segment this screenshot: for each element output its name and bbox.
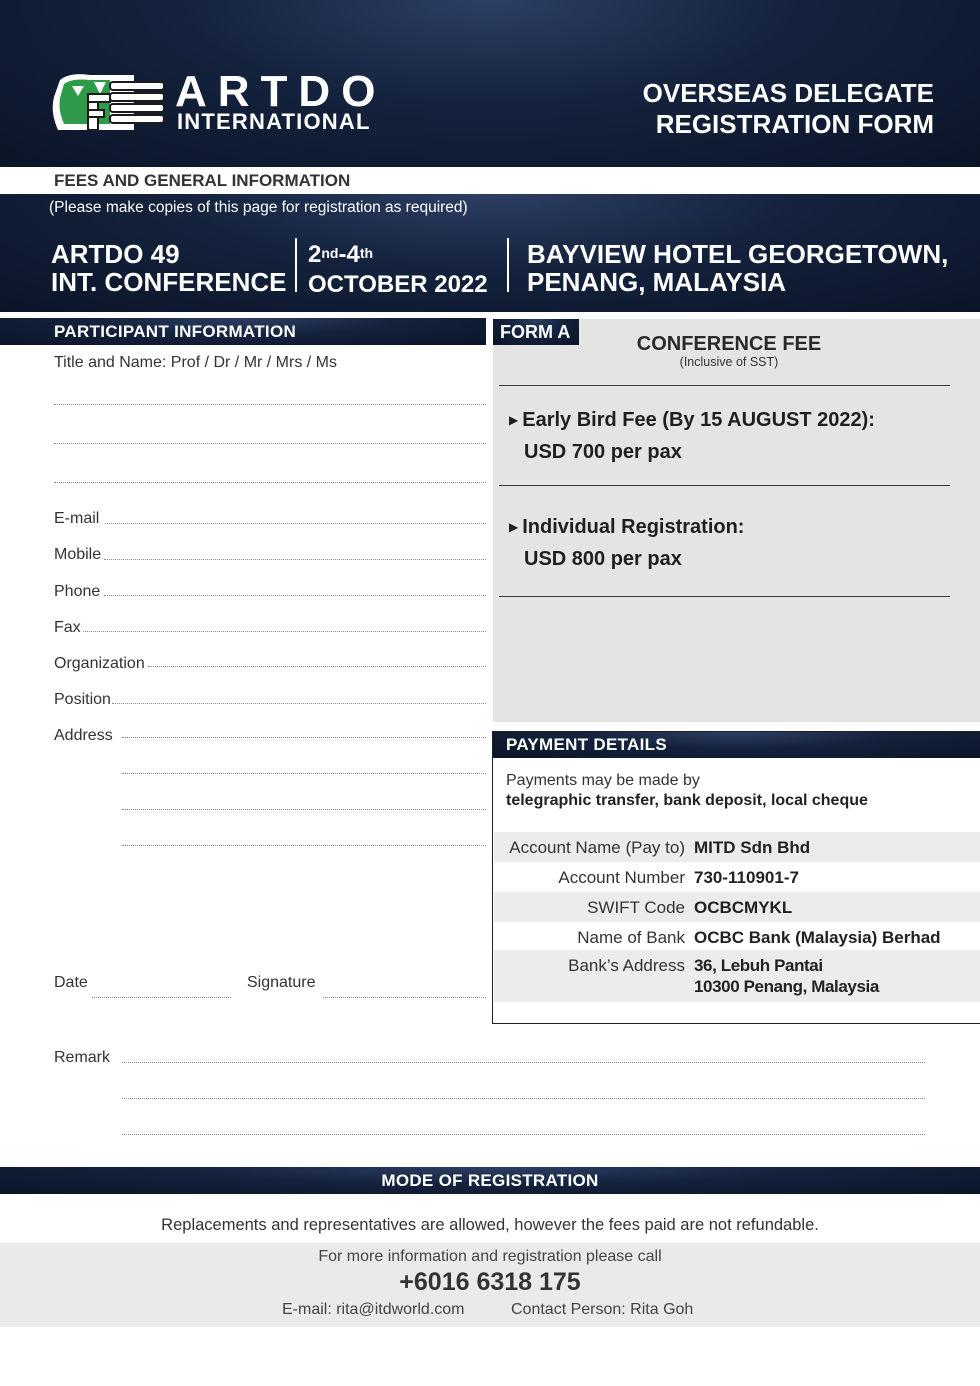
date-end: -4 — [338, 241, 360, 268]
footer-contact-person: Contact Person: Rita Goh — [511, 1301, 694, 1318]
address-field-line-1[interactable] — [122, 737, 486, 738]
name-field-line-1[interactable] — [54, 404, 486, 405]
signature-label: Signature — [247, 974, 316, 991]
early-bird-label: Early Bird Fee (By 15 AUGUST 2022): — [522, 409, 875, 431]
address-field-line-2[interactable] — [122, 773, 486, 774]
participant-section-header — [0, 318, 486, 345]
individual-fee — [509, 512, 744, 574]
footer-phone-number[interactable]: +6016 6318 175 — [399, 1268, 581, 1296]
swift-label: SWIFT Code — [587, 898, 685, 917]
phone-field[interactable] — [104, 595, 486, 596]
remark-label: Remark — [54, 1049, 111, 1066]
header-banner — [0, 0, 980, 167]
mobile-label: Mobile — [54, 546, 102, 563]
event-month: OCTOBER 2022 — [308, 271, 488, 298]
form-a-tag — [493, 319, 579, 345]
logo-subtitle: INTERNATIONAL — [177, 109, 371, 134]
mode-heading: MODE OF REGISTRATION — [381, 1171, 599, 1190]
logo-wordmark: ARTDO — [175, 67, 387, 116]
account-name-value: MITD Sdn Bhd — [694, 838, 811, 857]
mobile-field[interactable] — [104, 559, 486, 560]
event-divider — [295, 238, 297, 292]
fax-field[interactable] — [83, 631, 486, 632]
payment-section-header — [493, 732, 980, 758]
bank-name-label: Name of Bank — [577, 928, 685, 947]
conference-fee-subtitle: (Inclusive of SST) — [679, 355, 779, 369]
swift-value: OCBCMYKL — [694, 898, 793, 917]
remark-field-line-1[interactable] — [122, 1062, 925, 1063]
footer-email[interactable]: E-mail: rita@itdworld.com — [282, 1301, 465, 1318]
payment-heading: PAYMENT DETAILS — [506, 735, 667, 754]
footer-info-text: For more information and registration please call — [318, 1248, 662, 1265]
organization-field[interactable] — [148, 666, 486, 667]
date-start-suffix: nd — [321, 245, 339, 261]
bank-address-label: Bank’s Address — [568, 956, 685, 975]
position-field[interactable] — [112, 703, 486, 704]
event-name-line2: INT. CONFERENCE — [51, 267, 287, 297]
address-field-line-3[interactable] — [122, 809, 486, 810]
form-title — [643, 78, 934, 140]
artdo-logo — [50, 67, 387, 136]
event-date-range — [308, 240, 488, 270]
form-title-line1: OVERSEAS DELEGATE — [642, 78, 934, 108]
date-label: Date — [54, 974, 88, 991]
venue-line2: PENANG, MALAYSIA — [527, 267, 787, 297]
early-bird-fee — [509, 405, 875, 467]
copies-note: (Please make copies of this page for registration as required) — [49, 199, 468, 216]
name-field-line-3[interactable] — [54, 482, 486, 483]
payment-row-bank-address — [494, 950, 980, 1002]
email-label: E-mail — [54, 510, 100, 527]
account-number-value: 730-110901-7 — [694, 868, 799, 887]
bank-address-value-line2: 10300 Penang, Malaysia — [694, 977, 879, 996]
fee-divider — [499, 485, 950, 486]
form-a-label: FORM A — [500, 322, 571, 342]
payment-intro: Payments may be made by — [506, 772, 700, 789]
account-number-label: Account Number — [558, 868, 685, 887]
form-title-line2: REGISTRATION FORM — [655, 109, 934, 139]
payment-row-bank-name — [494, 922, 980, 950]
signature-field[interactable] — [323, 997, 486, 998]
event-dates — [308, 240, 488, 300]
participant-heading: PARTICIPANT INFORMATION — [54, 322, 297, 341]
address-label: Address — [54, 727, 113, 744]
organization-label: Organization — [54, 655, 145, 672]
payment-row-account-name — [494, 832, 980, 862]
mode-section-header — [0, 1167, 980, 1194]
date-field[interactable] — [92, 997, 231, 998]
bank-name-value: OCBC Bank (Malaysia) Berhad — [694, 928, 941, 947]
remark-field-line-2[interactable] — [122, 1098, 925, 1099]
date-start: 2 — [308, 241, 322, 268]
account-name-label: Account Name (Pay to) — [509, 838, 685, 857]
conference-fee-title: CONFERENCE FEE — [636, 333, 822, 355]
payment-methods: telegraphic transfer, bank deposit, local cheque — [506, 792, 868, 809]
name-field-line-2[interactable] — [54, 443, 486, 444]
fee-divider — [499, 596, 950, 597]
address-field-line-4[interactable] — [122, 845, 486, 846]
payment-row-account-number — [494, 862, 980, 892]
remark-field-line-3[interactable] — [122, 1134, 925, 1135]
email-field[interactable] — [105, 523, 486, 524]
individual-label: Individual Registration: — [522, 516, 745, 538]
fax-label: Fax — [54, 619, 81, 636]
phone-label: Phone — [54, 583, 101, 600]
event-divider — [507, 238, 509, 292]
artdo-emblem-icon — [50, 72, 168, 134]
event-name-line1: ARTDO 49 — [51, 239, 180, 269]
fees-section-title: FEES AND GENERAL INFORMATION — [54, 171, 351, 190]
venue-line1: BAYVIEW HOTEL GEORGETOWN, — [527, 239, 949, 269]
fee-divider — [499, 385, 950, 386]
replacement-policy: Replacements and representatives are allowed, however the fees paid are not refundable. — [161, 1216, 819, 1234]
event-name — [51, 240, 286, 296]
title-name-label: Title and Name: Prof / Dr / Mr / Mrs / Ms — [54, 354, 337, 371]
early-bird-price: USD 700 per pax — [524, 441, 682, 463]
payment-row-swift — [494, 892, 980, 922]
individual-price: USD 800 per pax — [524, 548, 682, 570]
bullet-triangle-icon: ▶ — [509, 520, 519, 534]
event-venue — [527, 240, 948, 296]
date-end-suffix: th — [359, 245, 374, 261]
position-label: Position — [54, 691, 111, 708]
bank-address-value: 36, Lebuh Pantai — [694, 956, 823, 975]
bullet-triangle-icon: ▶ — [509, 413, 519, 427]
